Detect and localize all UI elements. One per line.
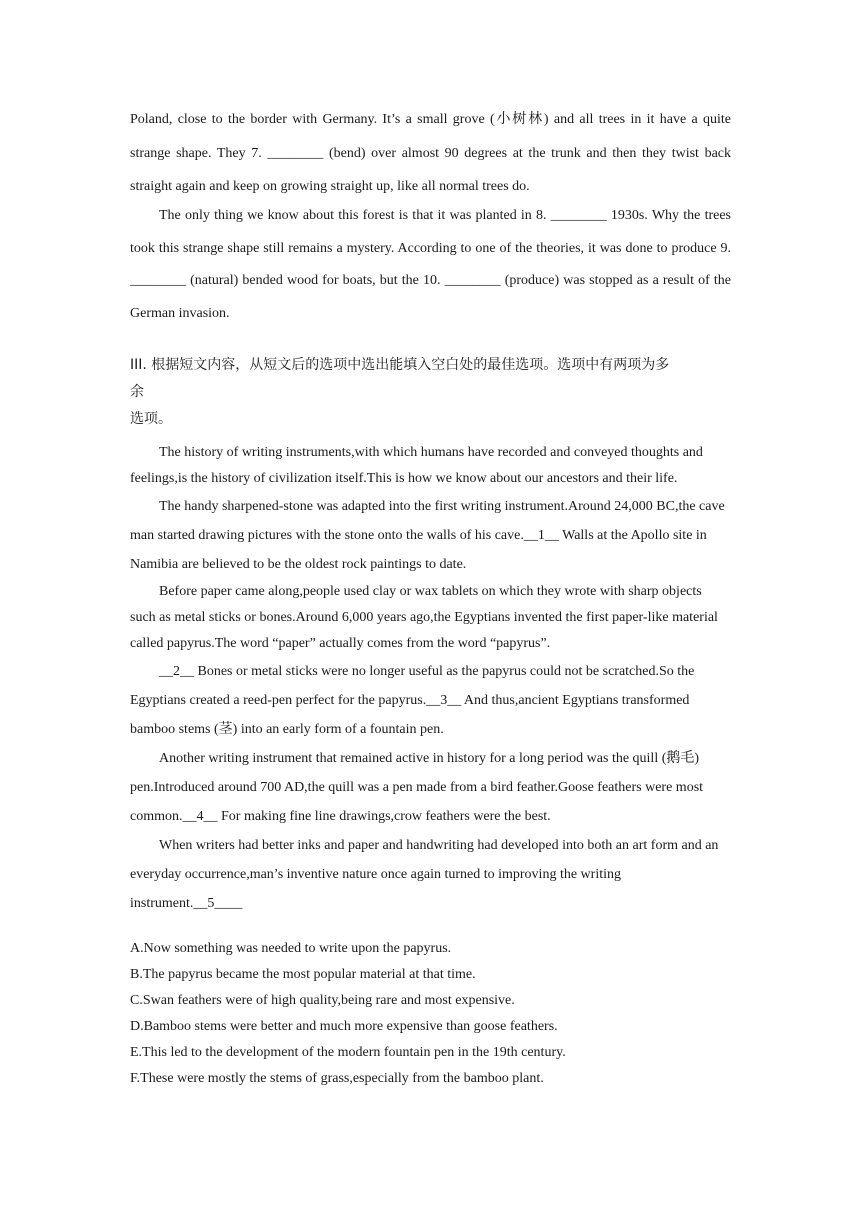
paragraph-forest-mystery: The only thing we know about this forest is that it was planted in 8. ________ 1930s. Why the trees took this strange shape still remains a mystery. According to one of the theories, it was done to produce 9. ________ (natural) bended wood for boats, but the 10. ________ (produce) was stopped as a result of the German invasion.	[130, 208, 731, 321]
passage-p5-text-b: For making fine line drawings,crow feathers were the best.	[217, 809, 551, 824]
passage-paragraph-2	[130, 492, 730, 579]
passage-paragraph-1: The history of writing instruments,with which humans have recorded and conveyed thoughts and feelings,is the history of civilization itself.This is how we know about our ancestors and their life.	[130, 445, 703, 486]
passage-p4-text-a: Bones or metal sticks were no longer useful as the papyrus could not be scratched.So the Egyptians created a reed-pen perfect for the papyrus.	[130, 664, 695, 708]
passage-paragraph-3: Before paper came along,people used clay or wax tablets on which they wrote with sharp objects such as metal sticks or bones.Around 6,000 years ago,the Egyptians invented the first paper-like material called papyrus.The word “paper” actually comes from the word “papyrus”.	[130, 584, 718, 651]
blank-4: __4__	[182, 809, 218, 824]
option-f: F.These were mostly the stems of grass,especially from the bamboo plant.	[130, 1071, 544, 1086]
reading-passage	[130, 440, 730, 918]
passage-paragraph-6	[130, 831, 730, 918]
blank-5: __5____	[193, 896, 243, 911]
passage-p6-text: When writers had better inks and paper and handwriting had developed into both an art form and an everyday occurrence,man’s inventive nature once again turned to improving the writing instrument.	[130, 838, 719, 911]
instruction-line-2: 余	[130, 384, 144, 400]
passage-p2-text-a: The handy sharpened-stone was adapted into the first writing instrument.Around 24,000 BC,the cave man started drawing pictures with the stone onto the walls of his cave.	[130, 499, 725, 543]
blank-1: __1__	[523, 528, 559, 543]
option-d: D.Bamboo stems were better and much more expensive than goose feathers.	[130, 1019, 558, 1034]
passage-p4-text-b: And thus,ancient Egyptians transformed bamboo stems (茎) into an early form of a fountain pen.	[130, 693, 690, 737]
option-e: E.This led to the development of the modern fountain pen in the 19th century.	[130, 1045, 566, 1060]
instruction-line-1: III. 根据短文内容，从短文后的选项中选出能填入空白处的最佳选项。选项中有两项为多	[130, 357, 670, 373]
blank-2: __2__	[159, 664, 194, 679]
option-c: C.Swan feathers were of high quality,being rare and most expensive.	[130, 993, 515, 1008]
paragraph-grove: Poland, close to the border with Germany. It’s a small grove (小树林) and all trees in it have a quite strange shape. They 7. ________ (bend) over almost 90 degrees at the trunk and then they twist back straight again and keep on growing straight up, like all normal trees do.	[130, 112, 731, 194]
blank-3: __3__	[426, 693, 462, 708]
passage-paragraph-4	[130, 657, 730, 744]
passage-p2-text-b: Walls at the Apollo site in Namibia are believed to be the oldest rock paintings to date.	[130, 528, 707, 572]
instruction-line-3: 选项。	[130, 411, 172, 427]
answer-options	[130, 936, 731, 1092]
option-a: A.Now something was needed to write upon the papyrus.	[130, 941, 452, 956]
option-b: B.The papyrus became the most popular material at that time.	[130, 967, 476, 982]
passage-paragraph-5	[130, 744, 730, 831]
passage-p5-text-a: Another writing instrument that remained active in history for a long period was the quill (鹅毛) pen.Introduced around 700 AD,the quill was a pen made from a bird feather.Goose feathers were most common.	[130, 751, 704, 824]
section-3-instructions	[130, 352, 730, 433]
